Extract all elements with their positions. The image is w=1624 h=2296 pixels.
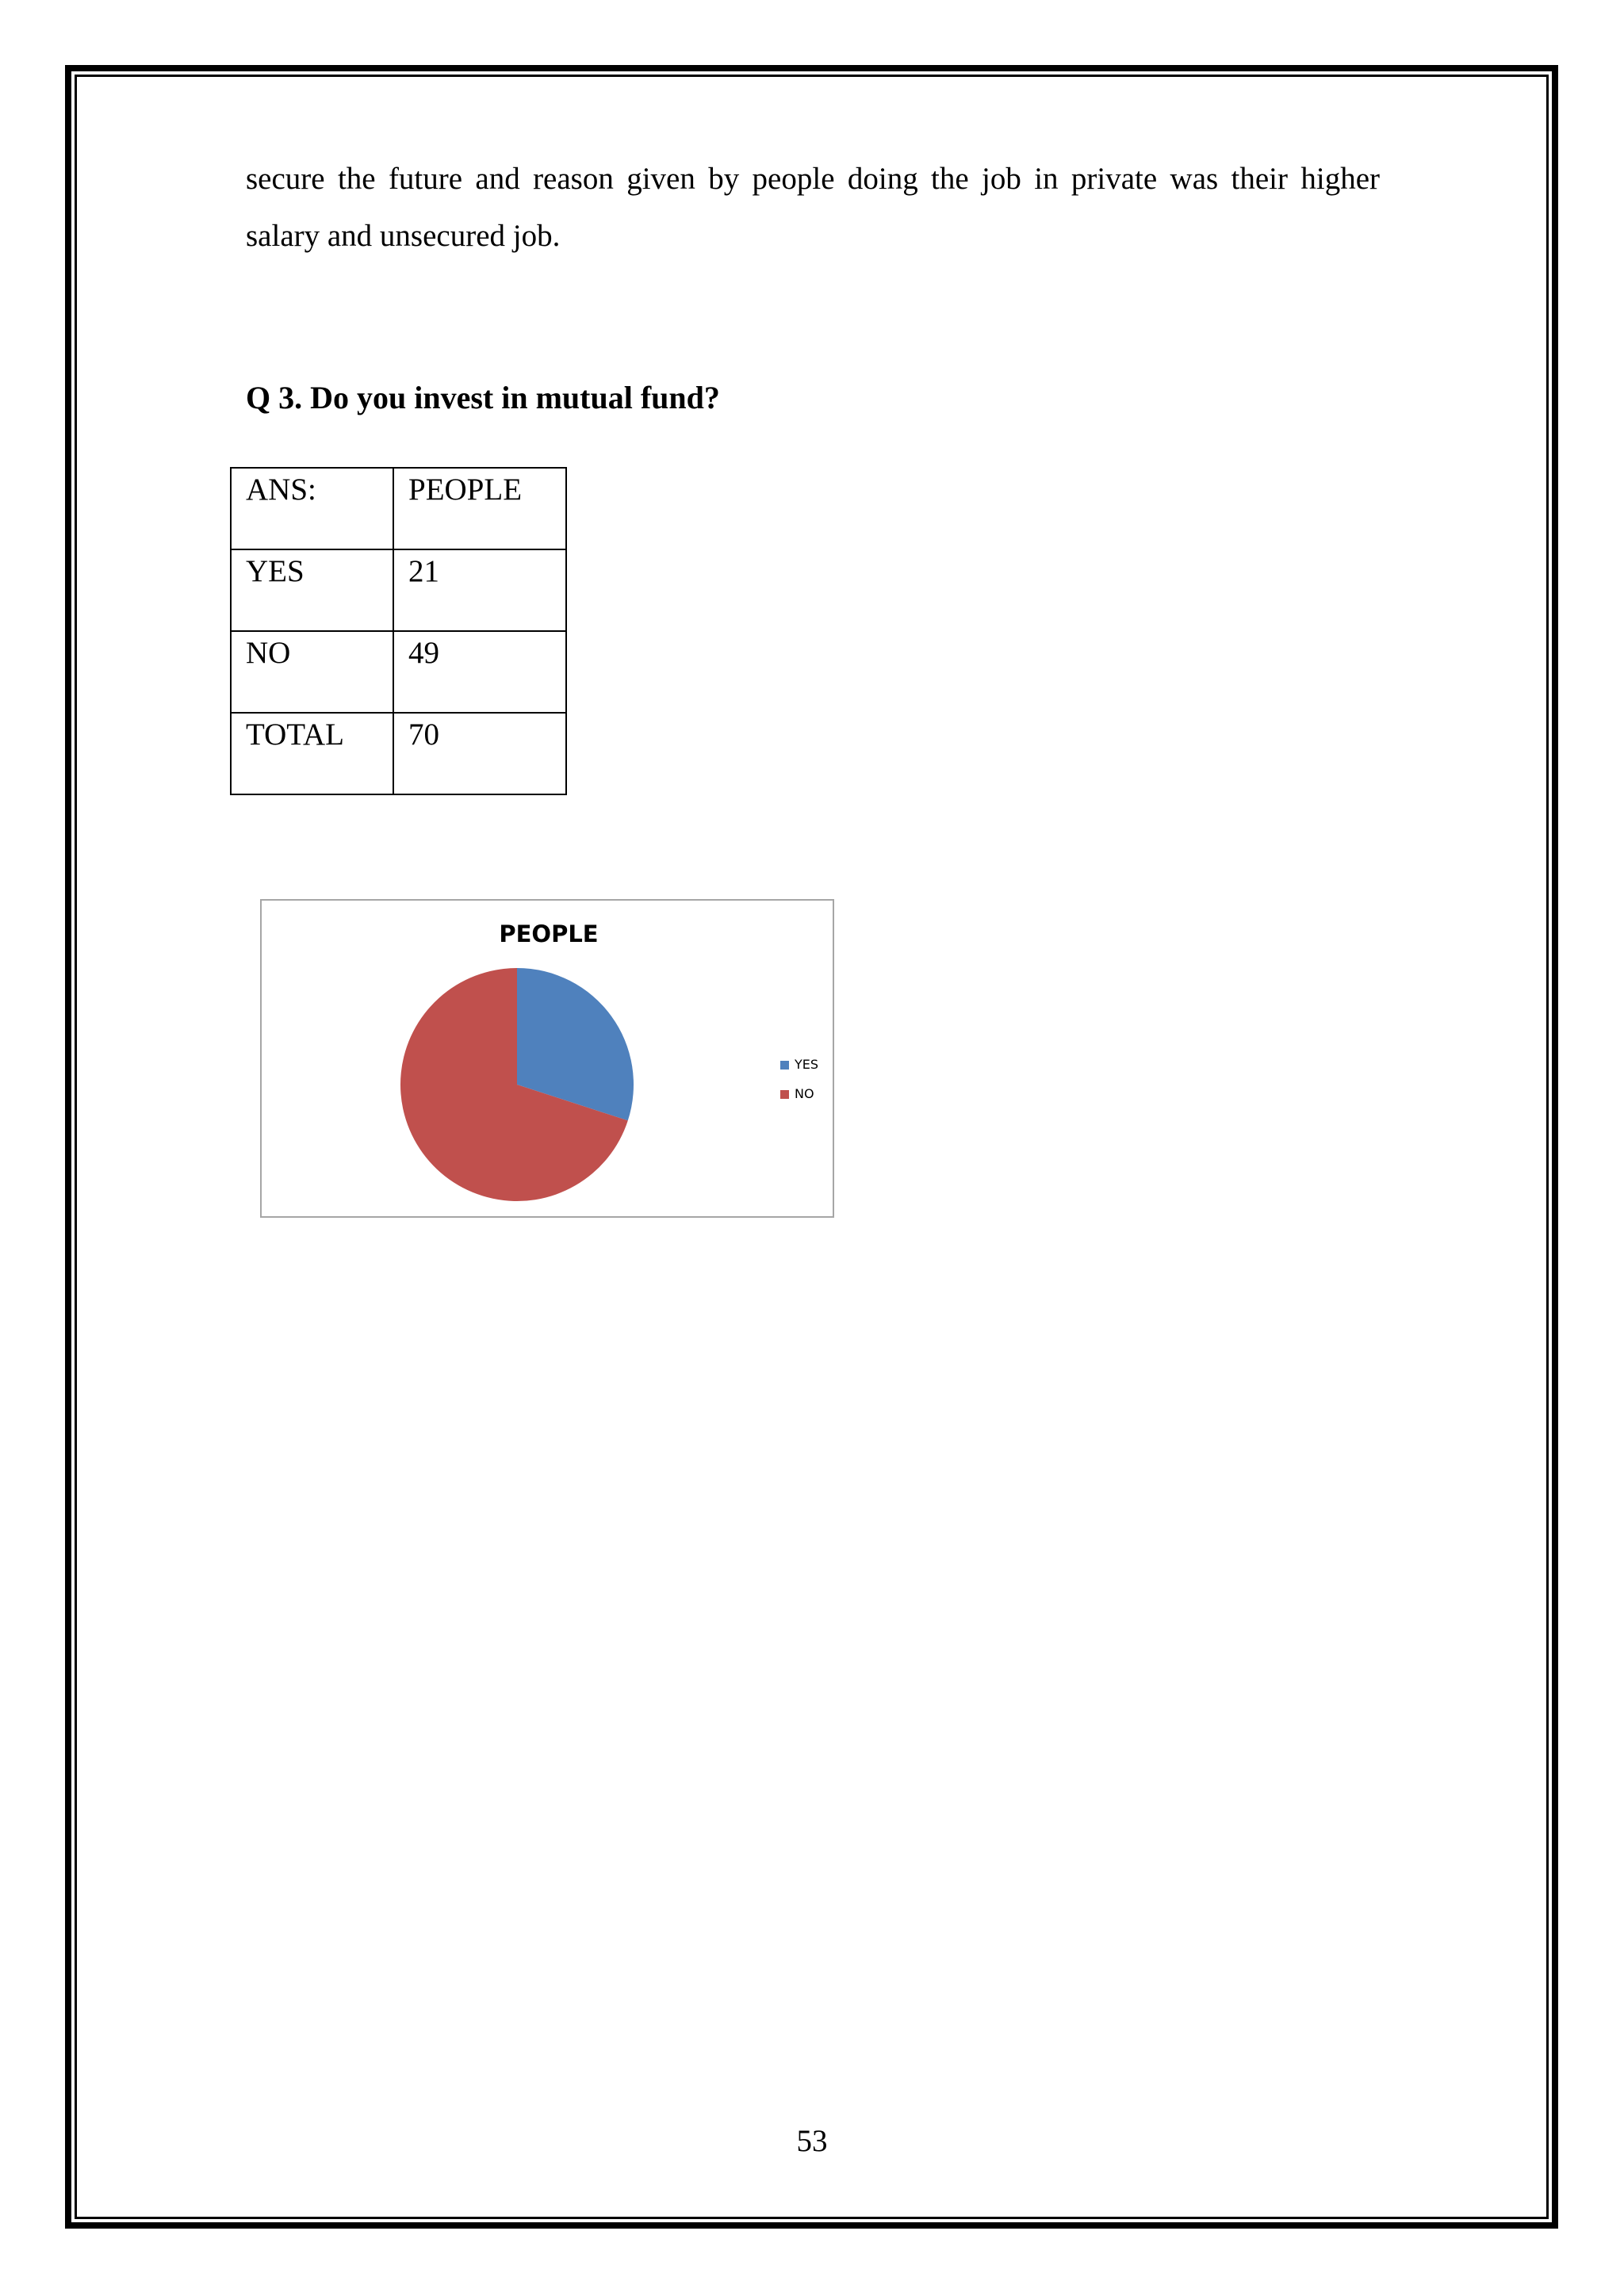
answers-table bbox=[230, 467, 567, 795]
legend-swatch-no bbox=[780, 1090, 789, 1099]
table-cell: NO bbox=[231, 631, 393, 713]
chart-title: PEOPLE bbox=[499, 920, 599, 947]
chart-legend bbox=[780, 1057, 818, 1101]
table-header-cell: PEOPLE bbox=[393, 468, 566, 549]
pie-chart bbox=[260, 899, 834, 1218]
page-number: 53 bbox=[796, 2124, 828, 2158]
pie-chart-svg bbox=[262, 901, 833, 1216]
table-row bbox=[231, 631, 566, 713]
legend-label-yes: YES bbox=[795, 1057, 819, 1072]
table-cell: TOTAL bbox=[231, 713, 393, 794]
table-cell: 70 bbox=[393, 713, 566, 794]
table-cell: 49 bbox=[393, 631, 566, 713]
pie-slices bbox=[400, 968, 634, 1201]
table-header-row bbox=[231, 468, 566, 549]
table-header-cell: ANS: bbox=[231, 468, 393, 549]
table-cell: 21 bbox=[393, 549, 566, 631]
table-cell: YES bbox=[231, 549, 393, 631]
legend-swatch-yes bbox=[780, 1061, 789, 1070]
table-row bbox=[231, 549, 566, 631]
question-heading: Q 3. Do you invest in mutual fund? bbox=[246, 380, 720, 415]
table-row bbox=[231, 713, 566, 794]
legend-label-no: NO bbox=[795, 1086, 814, 1101]
paragraph-top: secure the future and reason given by people doing the job in private was their higher salary and unsecured job. bbox=[246, 162, 1380, 253]
